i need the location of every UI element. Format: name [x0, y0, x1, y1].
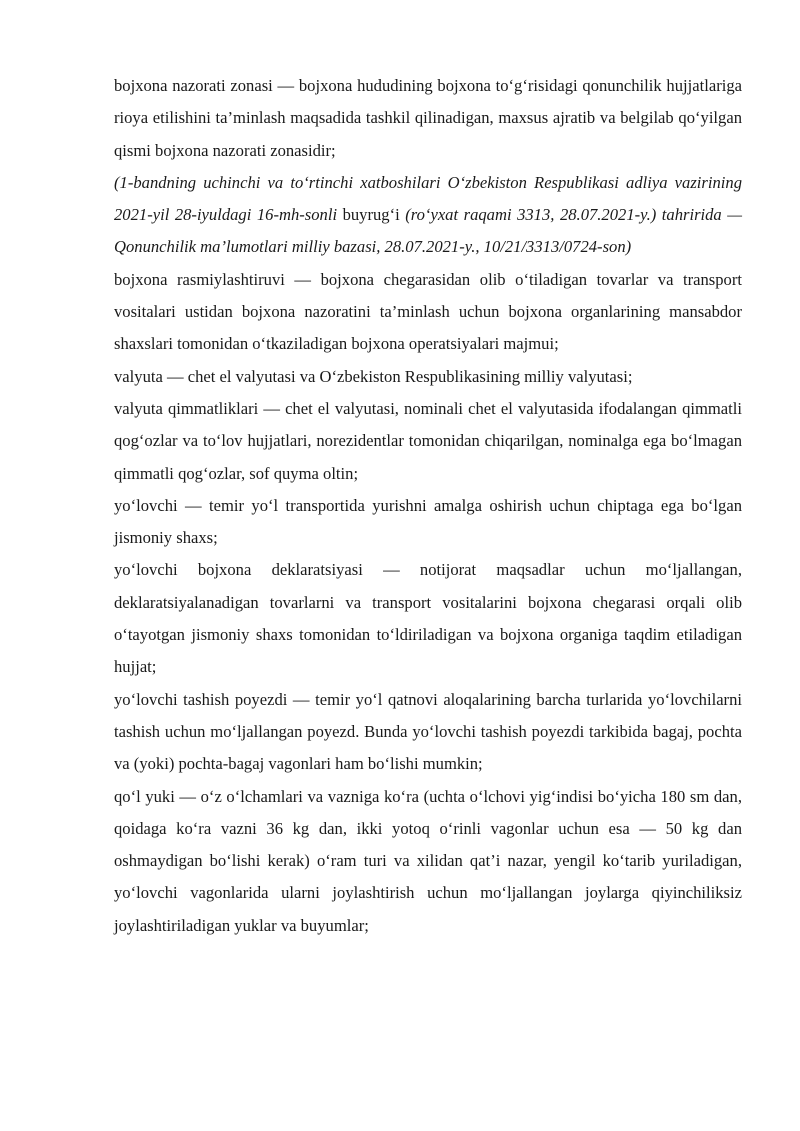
definition-customs-clearance: bojxona rasmiylashtiruvi — bojxona chegarasidan olib o‘tiladigan tovarlar va transport vositalari ustidan bojxona nazoratini ta’minlash uchun bojxona organlarining mansabdor shaxslari tomonidan o‘tkaziladigan bojxona operatsiyalari majmui; — [114, 269, 742, 354]
definition-passenger-customs-declaration: yo‘lovchi bojxona deklaratsiyasi — notijorat maqsadlar uchun mo‘ljallangan, deklaratsiyalanadigan tovarlarni va transport vositalarini bojxona chegarasi orqali olib o‘tayotgan jismoniy shaxs tomonidan to‘ldiriladigan va bojxona organiga taqdim etiladigan hujjat; — [114, 560, 742, 677]
definition-customs-control-zone: bojxona nazorati zonasi — bojxona hududining bojxona to‘g‘risidagi qonunchilik hujjatlariga rioya etilishini ta’minlash maqsadida tashkil qilinadigan, maxsus ajratib va belgilab qo‘yilgan qismi bojxona nazorati zonasidir; — [114, 76, 742, 160]
definition-currency-valuables: valyuta qimmatliklari — chet el valyutasi, nominali chet el valyutasida ifodalangan qimmatli qog‘ozlar va to‘lov hujjatlari, norezidentlar tomonidan chiqarilgan, nominalga ega bo‘lmagan qimmatli qog‘ozlar, sof quyma oltin; — [114, 398, 742, 483]
definition-hand-luggage: qo‘l yuki — o‘z o‘lchamlari va vazniga ko‘ra (uchta o‘lchovi yig‘indisi bo‘yicha 180 sm dan, qoidaga ko‘ra vazni 36 kg dan, ikki yotoq o‘rinli vagonlar uchun esa — 50 kg dan oshmaydigan bo‘lishi kerak) o‘ram turi va xilidan qat’i nazar, yengil ko‘tarib yuriladigan, yo‘lovchi vagonlarida ularni joylashtirish uchun mo‘ljallangan joylarga qiyinchiliksiz joylashtiriladigan yuklar va buyumlar; — [114, 786, 742, 935]
definition-passenger-train: yo‘lovchi tashish poyezdi — temir yo‘l qatnovi aloqalarining barcha turlarida yo‘lovchilarni tashish uchun mo‘ljallangan poyezd. Bunda yo‘lovchi tashish poyezdi tarkibida bagaj, pochta va (yoki) pochta-bagaj vagonlari ham bo‘lishi mumkin; — [114, 689, 742, 774]
definition-passenger: yo‘lovchi — temir yo‘l transportida yurishni amalga oshirish uchun chiptaga ega bo‘lgan jismoniy shaxs; — [114, 495, 742, 548]
amendment-note — [114, 167, 742, 264]
amendment-note-italic-part-1: (1-bandning uchinchi va to‘rtinchi xatboshilari O‘zbekiston Respublikasi adliya vazirining 2021-yil 28-iyuldagi 16-mh-sonli — [114, 172, 742, 225]
definition-currency: valyuta — chet el valyutasi va O‘zbekiston Respublikasining milliy valyutasi; — [114, 366, 633, 386]
document-page — [114, 70, 742, 942]
amendment-note-italic-part-2: (ro‘yxat raqami 3313, 28.07.2021-y.) tahririda — Qonunchilik ma’lumotlari milliy bazasi, 28.07.2021-y., 10/21/3313/0724-son) — [114, 205, 743, 257]
amendment-note-order-word: buyrug‘i — [337, 205, 406, 225]
